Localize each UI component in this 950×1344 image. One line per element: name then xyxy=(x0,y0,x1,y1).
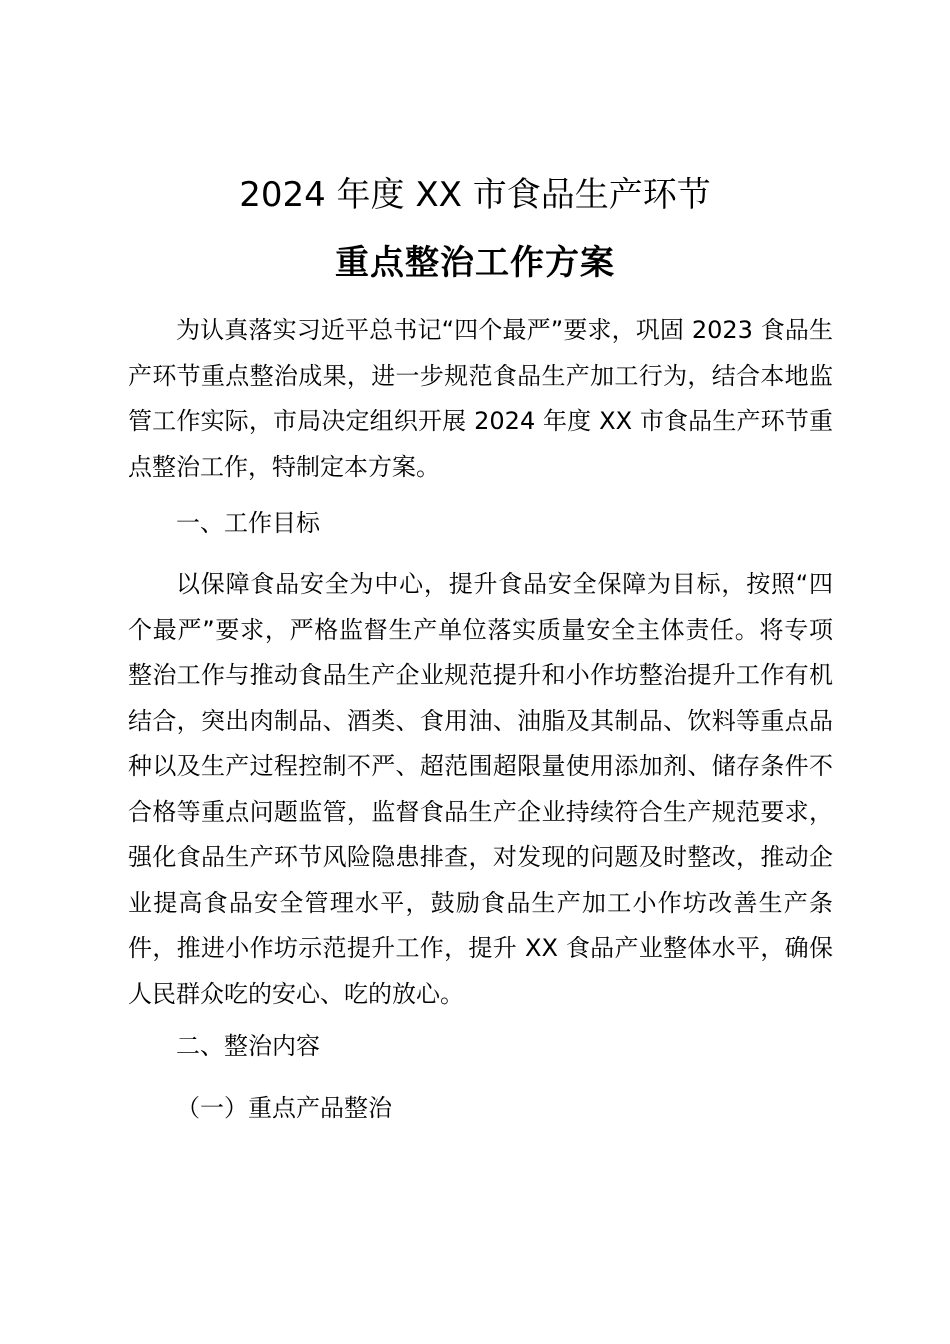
section-heading-rectification-content: 二、整治内容 xyxy=(176,1032,320,1060)
work-goals-paragraph: 以保障食品安全为中心，提升食品安全保障为目标，按照“四个最严”要求，严格监督生产单位落实质量安全主体责任。将专项整治工作与推动食品生产企业规范提升和小作坊整治提升工作有机结合，突出肉制品、酒类、食用油、油脂及其制品、饮料等重点品种以及生产过程控制不严、超范围超限量使用添加剂、储存条件不合格等重点问题监管，监督食品生产企业持续符合生产规范要求，强化食品生产环节风险隐患排查，对发现的问题及时整改，推动企业提高食品安全管理水平，鼓励食品生产加工小作坊改善生产条件，推进小作坊示范提升工作，提升 XX 食品产业整体水平，确保人民群众吃的安心、吃的放心。 xyxy=(128,570,833,1008)
intro-paragraph: 为认真落实习近平总书记“四个最严”要求，巩固 2023 食品生产环节重点整治成果，进一步规范食品生产加工行为，结合本地监管工作实际，市局决定组织开展 2024 年度 XX 市食品生产环节重点整治工作，特制定本方案。 xyxy=(128,316,833,481)
subsection-heading-key-products: （一）重点产品整治 xyxy=(176,1094,392,1122)
document-title-line2: 重点整治工作方案 xyxy=(335,243,615,283)
section-heading-work-goals: 一、工作目标 xyxy=(176,509,320,537)
document-title-line1: 2024 年度 XX 市食品生产环节 xyxy=(239,175,711,215)
